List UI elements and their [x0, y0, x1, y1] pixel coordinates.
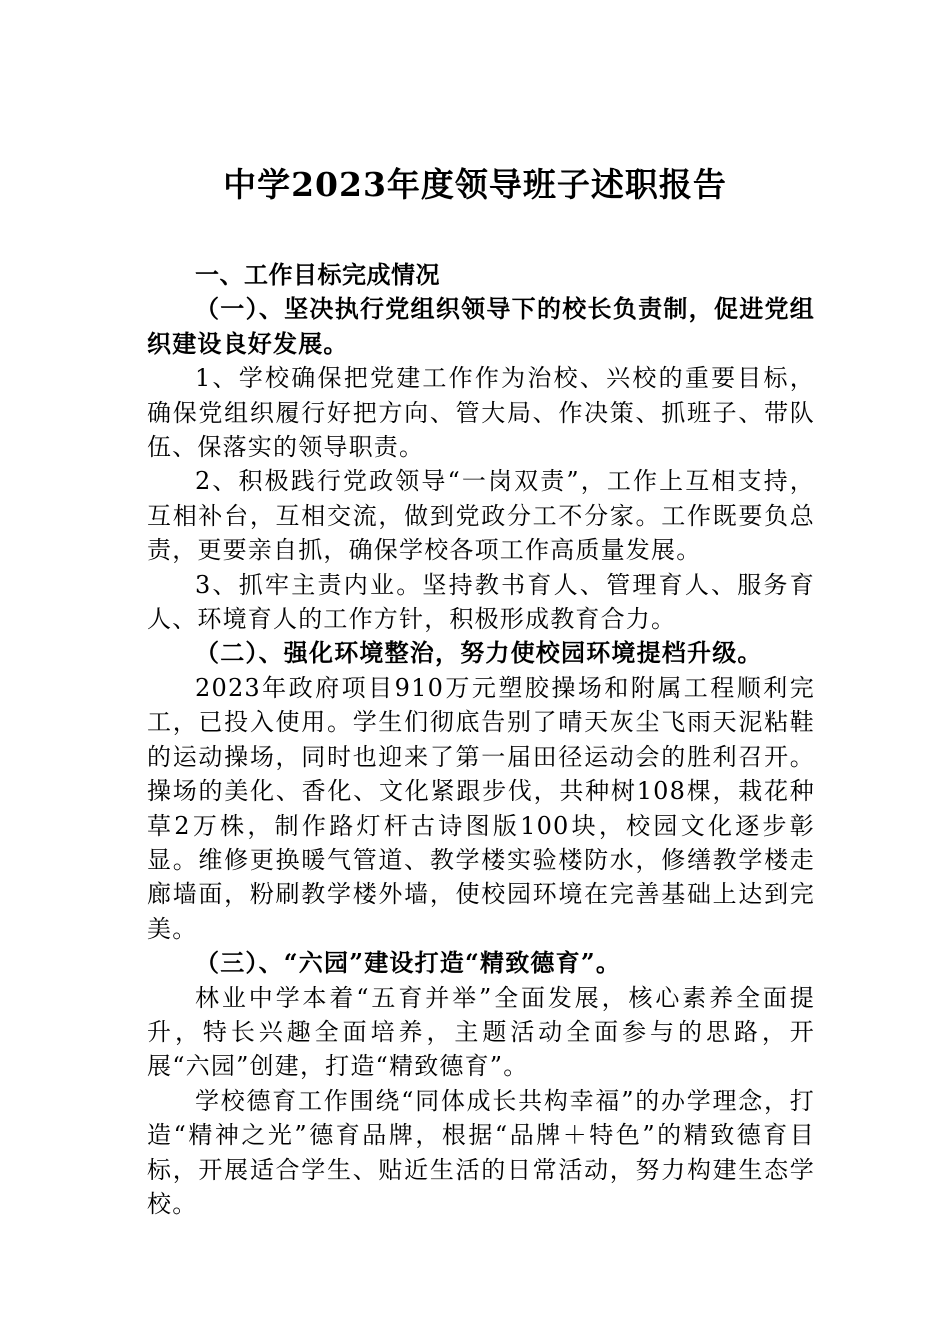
paragraph: 1、学校确保把党建工作作为治校、兴校的重要目标，确保党组织履行好把方向、管大局、作决策、抓班子、带队伍、保落实的领导职责。 — [147, 364, 815, 462]
subsection-heading: （二）、强化环境整治，努力使校园环境提档升级。 — [195, 638, 763, 668]
section-heading: 一、工作目标完成情况 — [195, 261, 440, 289]
paragraph: 学校德育工作围绕“同体成长共构幸福”的办学理念，打造“精神之光”德育品牌，根据“品牌＋特色”的精致德育目标，开展适合学生、贴近生活的日常活动，努力构建生态学校。 — [147, 1086, 815, 1218]
subsection-heading: （三）、“六园”建设打造“精致德育”。 — [195, 948, 622, 978]
document-body — [147, 258, 815, 1221]
subsection-heading: （一）、坚决执行党组织领导下的校长负责制，促进党组织建设良好发展。 — [147, 294, 815, 358]
paragraph: 林业中学本着“五育并举”全面发展，核心素养全面提升，特长兴趣全面培养，主题活动全面参与的思路，开展“六园”创建，打造“精致德育”。 — [147, 983, 815, 1081]
document-title: 中学2023年度领导班子述职报告 — [223, 165, 727, 204]
paragraph: 2023年政府项目910万元塑胶操场和附属工程顺利完工，已投入使用。学生们彻底告别了晴天灰尘飞雨天泥粘鞋的运动操场，同时也迎来了第一届田径运动会的胜利召开。操场的美化、香化、文化紧跟步伐，共种树108棵，栽花种草2万株，制作路灯杆古诗图版100块，校园文化逐步彰显。维修更换暖气管道、教学楼实验楼防水，修缮教学楼走廊墙面，粉刷教学楼外墙，使校园环境在完善基础上达到完美。 — [147, 673, 815, 943]
paragraph: 3、抓牢主责内业。坚持教书育人、管理育人、服务育人、环境育人的工作方针，积极形成教育合力。 — [147, 570, 815, 634]
paragraph: 2、积极践行党政领导“一岗双责”，工作上互相支持，互相补台，互相交流，做到党政分工不分家。工作既要负总责，更要亲自抓，确保学校各项工作高质量发展。 — [147, 467, 815, 565]
